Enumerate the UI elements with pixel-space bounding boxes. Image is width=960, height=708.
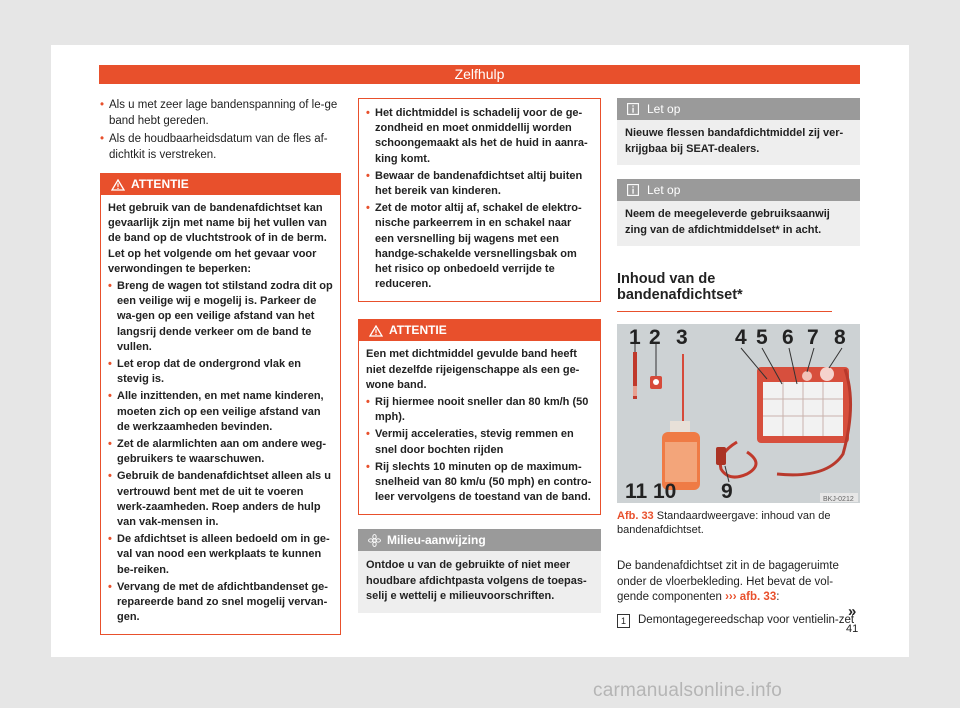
column-2 (358, 98, 601, 613)
column-3 (617, 98, 860, 628)
column-1 (100, 98, 341, 635)
note-header (617, 98, 860, 120)
callout-3: 3 (676, 326, 688, 349)
figure-code: BKJ-0212 (823, 496, 854, 503)
sealant-kit-illustration (617, 324, 860, 503)
note-box (617, 179, 860, 246)
list-item: • Zet de motor altij af, schakel de elektro-nische parkeerrem in en schakel naar een versnelling bij wagens met een handge-schakelde versnellingsbak om het risico op onbedoeld verrijde te reduceren. (366, 202, 582, 291)
warning-box-continued (358, 98, 601, 302)
callout-1: 1 (629, 326, 641, 349)
warning-intro: Het gebruik van de bandenafdichtset kan gevaarlijk zijn met name bij het vullen van de band op de vluchtstrook of in de berm. Let op het volgende om het gevaar voor verwondingen te beperken: (108, 202, 327, 275)
figure-reference-link[interactable]: afb. 33 (739, 591, 777, 603)
tire-sealant-kit-figure (617, 324, 860, 503)
list-item: • Zet de alarmlichten aan om andere weg-gebruikers te waarschuwen. (108, 438, 327, 466)
info-icon (627, 103, 639, 115)
warning-body (359, 341, 600, 514)
bullet-icon: • (100, 133, 105, 145)
warning-box (358, 319, 601, 515)
section-title: Inhoud van de bandenafdichtset* (617, 272, 832, 312)
warning-title: ATTENTIE (131, 177, 189, 191)
note-box (617, 98, 860, 165)
environment-title: Milieu-aanwijzing (387, 533, 486, 548)
reference-arrow: ››› (725, 591, 737, 603)
warning-title: ATTENTIE (389, 323, 447, 338)
environment-box (358, 529, 601, 613)
figure-label: Afb. 33 (617, 510, 654, 522)
list-item: • Rij hiermee nooit sneller dan 80 km/h (50 mph). (366, 396, 589, 424)
list-item: • Als u met zeer lage bandenspanning of le-ge band hebt gereden. (100, 99, 338, 127)
callout-2: 2 (649, 326, 661, 349)
continue-arrow-icon: » (848, 603, 857, 620)
note-body: Nieuwe flessen bandafdichtmiddel zij ver-krijgbaa bij SEAT-dealers. (617, 120, 860, 165)
list-item: • Let erop dat de ondergrond vlak en stevig is. (108, 358, 301, 386)
list-item: • Als de houdbaarheidsdatum van de fles af-dichtkit is verstreken. (100, 133, 328, 161)
note-header (617, 179, 860, 201)
component-list-item (617, 613, 860, 629)
watermark: carmanualsonline.info (593, 680, 783, 701)
component-text: Demontagegereedschap voor ventielin-zet (638, 613, 855, 626)
callout-6: 6 (782, 326, 794, 349)
component-number: 1 (617, 614, 630, 628)
warning-body (101, 195, 340, 634)
page-number: 41 (846, 623, 859, 635)
list-item: • Het dichtmiddel is schadelij voor de ge-zondheid en moet onmiddellij worden schoongemaakt als het de huid in aanra-king komt. (366, 107, 588, 165)
callout-8: 8 (834, 326, 846, 349)
environment-header (358, 529, 601, 551)
warning-box (100, 173, 341, 635)
plug-icon (716, 447, 726, 465)
list-item: • Vervang de met de afdichtbandenset ge-repareerde band zo snel mogelij vervan-gen. (108, 580, 328, 624)
callout-10: 10 (653, 480, 677, 503)
list-item: • Gebruik de bandenafdichtset alleen als u vertrouwd bent met de uit te voeren werk-zaamheden. Roep anders de hulp van vak-mensen in. (108, 470, 331, 529)
callout-9: 9 (721, 480, 733, 503)
warning-header (359, 320, 600, 341)
intro-paragraph: De bandenafdichtset zit in de bagageruimte onder de vloerbekleding. Het bevat de vol-gende componenten ››› afb. 33: (617, 560, 839, 603)
figure-caption-text: Standaardweergave: inhoud van de bandenafdichtset. (617, 510, 831, 536)
callout-11: 11 (625, 480, 648, 503)
warning-triangle-icon (111, 179, 125, 191)
page-header: Zelfhulp (99, 65, 860, 84)
figure-caption (617, 509, 860, 537)
info-icon (627, 184, 639, 196)
environment-body: Ontdoe u van de gebruikte of niet meer houdbare afdichtpasta volgens de toepas-selij e wettelij e milieuvoorschriften. (358, 551, 601, 613)
warning-intro: Een met dichtmiddel gevulde band heeft niet dezelfde rijeigenschappe als een ge-wone band. (366, 348, 580, 391)
warning-body (359, 99, 600, 301)
note-title: Let op (647, 183, 681, 197)
warning-triangle-icon (369, 325, 383, 337)
callout-7: 7 (807, 326, 819, 349)
note-body: Neem de meegeleverde gebruiksaanwij zing van de afdichtmiddelset* in acht. (617, 201, 860, 246)
note-title: Let op (647, 102, 681, 116)
bullet-icon: • (100, 99, 105, 111)
list-item: • Alle inzittenden, en met name kinderen, moeten zich op een veilige afstand van de werkzaamheden bevinden. (108, 390, 324, 433)
list-item: • Breng de wagen tot stilstand zodra dit op een veilige wij e mogelij is. Parkeer de wa-gen op een veilige afstand van het langsrij dende verkeer om de band te vullen. (108, 280, 333, 353)
list-item: • Bewaar de bandenafdichtset altij buiten het bereik van kinderen. (366, 169, 583, 198)
list-item: • Rij slechts 10 minuten op de maximum-snelheid van 80 km/u (50 mph) en contro-leer vervolgens de toestand van de band. (366, 460, 592, 504)
environment-flower-icon (368, 534, 381, 547)
list-item: • De afdichtset is alleen bedoeld om in ge-val van nood een werkplaats te kunnen be-reiken. (108, 533, 330, 576)
warning-header (101, 174, 340, 195)
list-item: • Vermij acceleraties, stevig remmen en snel door bochten rijden (366, 428, 574, 456)
callout-5: 5 (756, 326, 768, 349)
callout-4: 4 (735, 326, 747, 349)
